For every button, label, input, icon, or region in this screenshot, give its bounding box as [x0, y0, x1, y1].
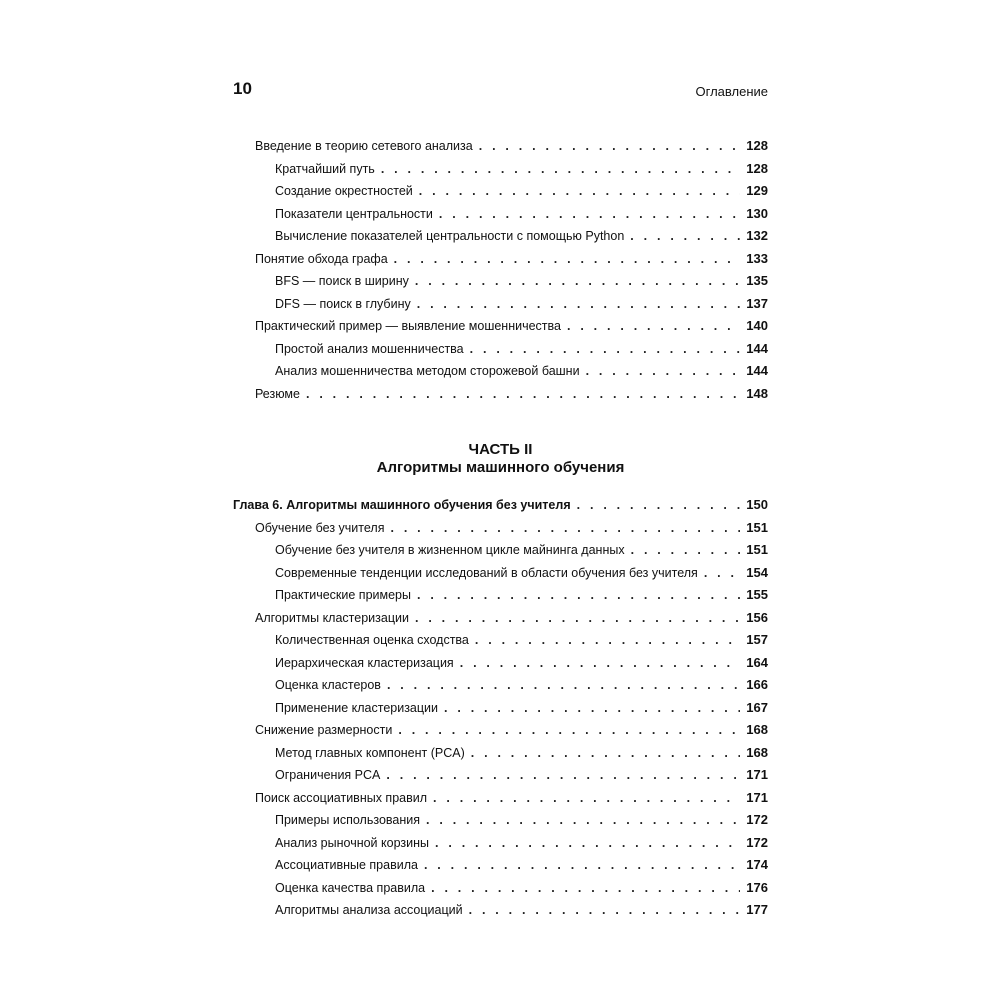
dot-leader	[439, 203, 740, 226]
toc-entry-title: Обучение без учителя в жизненном цикле майнинга данных	[275, 543, 625, 557]
toc-entry-page: 129	[746, 183, 768, 198]
toc-entry	[233, 383, 768, 406]
toc-entry-page: 172	[746, 834, 768, 850]
toc-entry-title: Кратчайший путь	[275, 161, 375, 176]
toc-entry-page: 164	[746, 654, 768, 670]
toc-entry	[233, 764, 768, 787]
toc-chapter-entry	[233, 494, 768, 517]
toc-entry-title: Метод главных компонент (PCA)	[275, 745, 465, 760]
toc-entry	[233, 629, 768, 652]
toc-entry	[233, 899, 768, 922]
toc-entry	[233, 248, 768, 271]
toc-entry-title: Алгоритмы кластеризации	[255, 610, 409, 625]
toc-entry-page: 155	[746, 587, 768, 602]
toc-entry-page: 174	[746, 857, 768, 872]
toc-entry-title: Анализ мошенничества методом сторожевой башни	[275, 364, 580, 378]
running-head: Оглавление	[695, 84, 768, 99]
toc-entry-title: Применение кластеризации	[275, 700, 439, 715]
toc-entry	[233, 270, 768, 293]
toc-entry-page: 176	[746, 879, 768, 895]
toc-entry-page: 157	[746, 632, 768, 647]
toc-entry-title: Введение в теорию сетевого анализа	[255, 139, 473, 153]
toc-section-first	[233, 135, 768, 405]
toc-entry-title: Глава 6. Алгоритмы машинного обучения без учителя	[233, 498, 571, 512]
dot-leader	[586, 360, 741, 383]
toc-entry-title: Обучение без учителя	[255, 520, 385, 535]
toc-entry-page: 137	[746, 295, 768, 311]
dot-leader	[417, 584, 740, 607]
toc-entry-page: 144	[746, 340, 768, 356]
page-number: 10	[233, 79, 252, 98]
dot-leader	[471, 742, 741, 765]
toc-entry-page: 128	[746, 160, 768, 176]
toc-entry-page: 144	[746, 363, 768, 378]
dot-leader	[381, 158, 740, 181]
toc-entry	[233, 539, 768, 562]
toc-entry-page: 168	[746, 722, 768, 737]
dot-leader	[415, 607, 740, 630]
dot-leader	[387, 674, 740, 697]
dot-leader	[630, 225, 740, 248]
toc-entry	[233, 135, 768, 158]
part-label: ЧАСТЬ II	[468, 441, 533, 458]
toc-entry-title: Снижение размерности	[255, 723, 393, 737]
toc-entry-page: 135	[746, 273, 768, 288]
toc-entry-title: Создание окрестностей	[275, 184, 413, 198]
toc-entry	[233, 562, 768, 585]
toc-entry-page: 148	[746, 385, 768, 401]
toc-entry	[233, 607, 768, 630]
dot-leader	[398, 719, 740, 742]
dot-leader	[475, 629, 740, 652]
toc-entry-page: 166	[746, 677, 768, 692]
toc-entry-page: 151	[746, 542, 768, 557]
toc-entry-page: 150	[746, 497, 768, 512]
toc-entry	[233, 809, 768, 832]
toc-entry-title: Оценка качества правила	[275, 880, 426, 895]
dot-leader	[431, 877, 740, 900]
dot-leader	[444, 697, 740, 720]
dot-leader	[435, 832, 740, 855]
toc-entry	[233, 203, 768, 226]
toc-entry	[233, 338, 768, 361]
toc-entry-page: 151	[746, 519, 768, 535]
toc-entry-page: 172	[746, 812, 768, 827]
toc-entry-title: Простой анализ мошенничества	[275, 341, 464, 356]
toc-entry	[233, 180, 768, 203]
toc-entry-title: Оценка кластеров	[275, 678, 381, 692]
dot-leader	[704, 562, 740, 585]
dot-leader	[460, 652, 741, 675]
part-heading	[233, 441, 768, 477]
toc-entry-page: 132	[746, 228, 768, 243]
toc-entry	[233, 674, 768, 697]
toc-entry	[233, 742, 768, 765]
dot-leader	[567, 315, 740, 338]
toc-section-second	[233, 494, 768, 922]
toc-entry	[233, 652, 768, 675]
toc-entry-title: Современные тенденции исследований в области обучения без учителя	[275, 565, 698, 580]
toc-entry-title: Резюме	[255, 386, 300, 401]
dot-leader	[433, 787, 740, 810]
toc-entry-title: Ассоциативные правила	[275, 858, 418, 872]
toc-entry	[233, 293, 768, 316]
toc-entry-title: Практические примеры	[275, 588, 411, 602]
toc-entry-title: Иерархическая кластеризация	[275, 655, 454, 670]
toc-entry-title: Вычисление показателей центральности с помощью Python	[275, 229, 625, 243]
toc-entry-page: 171	[746, 767, 768, 782]
toc-entry-title: Ограничения PCA	[275, 768, 381, 782]
dot-leader	[390, 517, 740, 540]
toc-entry-title: Практический пример — выявление мошенничества	[255, 319, 561, 333]
toc-entry-page: 130	[746, 205, 768, 221]
toc-entry-page: 128	[746, 138, 768, 153]
dot-leader	[417, 293, 741, 316]
toc-entry	[233, 832, 768, 855]
dot-leader	[419, 180, 741, 203]
toc-entry-page: 168	[746, 744, 768, 760]
dot-leader	[631, 539, 741, 562]
toc-entry-page: 140	[746, 318, 768, 333]
dot-leader	[386, 764, 740, 787]
dot-leader	[577, 494, 741, 517]
dot-leader	[426, 809, 740, 832]
toc-entry-page: 167	[746, 699, 768, 715]
toc-entry	[233, 877, 768, 900]
dot-leader	[469, 899, 741, 922]
toc-entry	[233, 158, 768, 181]
toc-entry	[233, 719, 768, 742]
dot-leader	[306, 383, 740, 406]
part-title: Алгоритмы машинного обучения	[376, 459, 625, 476]
toc-entry-title: Понятие обхода графа	[255, 251, 388, 266]
toc-entry-page: 133	[746, 250, 768, 266]
toc-entry	[233, 517, 768, 540]
dot-leader	[394, 248, 741, 271]
toc-entry-page: 156	[746, 609, 768, 625]
dot-leader	[424, 854, 740, 877]
toc-entry	[233, 697, 768, 720]
toc-entry-title: Показатели центральности	[275, 206, 433, 221]
toc-entry-page: 171	[746, 789, 768, 805]
toc-entry-title: Анализ рыночной корзины	[275, 835, 429, 850]
dot-leader	[415, 270, 740, 293]
toc-entry-page: 177	[746, 902, 768, 917]
toc-entry-title: DFS — поиск в глубину	[275, 296, 411, 311]
toc-entry	[233, 315, 768, 338]
dot-leader	[479, 135, 741, 158]
toc-entry-title: BFS — поиск в ширину	[275, 274, 409, 288]
toc-entry-title: Алгоритмы анализа ассоциаций	[275, 903, 463, 917]
toc-entry-title: Примеры использования	[275, 813, 421, 827]
toc-entry-title: Количественная оценка сходства	[275, 633, 469, 647]
toc-entry-page: 154	[746, 564, 768, 580]
dot-leader	[470, 338, 741, 361]
toc-entry	[233, 225, 768, 248]
toc-entry-title: Поиск ассоциативных правил	[255, 790, 428, 805]
toc-entry	[233, 360, 768, 383]
toc-entry	[233, 584, 768, 607]
toc-entry	[233, 787, 768, 810]
toc-entry	[233, 854, 768, 877]
